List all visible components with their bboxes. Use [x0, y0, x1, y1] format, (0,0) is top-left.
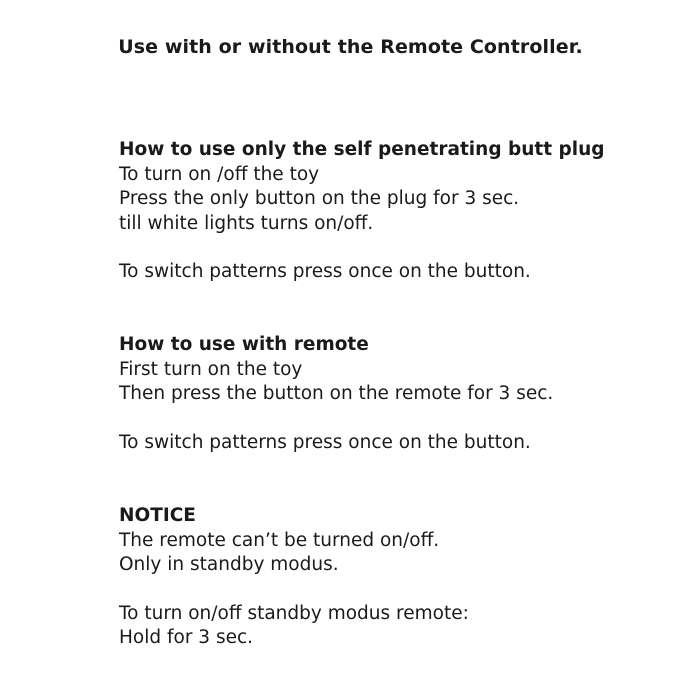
- plug-instruction-line: To switch patterns press once on the button.: [119, 261, 531, 282]
- remote-instruction-line: Then press the button on the remote for 3 sec.: [119, 383, 554, 404]
- notice-line: To turn on/off standby modus remote:: [119, 602, 469, 624]
- remote-instructions-heading: How to use with remote: [119, 334, 369, 355]
- spacer: [119, 407, 669, 431]
- plug-instructions-heading: How to use only the self penetrating butt plug: [119, 139, 605, 160]
- notice-line: Only in standby modus.: [119, 554, 339, 575]
- plug-instruction-line: Press the only button on the plug for 3 sec.: [119, 188, 520, 209]
- plug-instructions-section: [119, 138, 669, 285]
- plug-instruction-line: To turn on /off the toy: [119, 163, 320, 185]
- notice-heading: NOTICE: [119, 505, 196, 526]
- spacer: [119, 236, 669, 260]
- remote-instruction-line: To switch patterns press once on the button.: [119, 431, 531, 453]
- plug-instruction-line: till white lights turns on/off.: [119, 212, 374, 234]
- notice-section: [119, 504, 669, 651]
- remote-instruction-line: First turn on the toy: [119, 358, 303, 380]
- remote-instructions-section: [119, 333, 669, 455]
- notice-line: Hold for 3 sec.: [119, 627, 254, 648]
- notice-line: The remote can’t be turned on/off.: [119, 529, 440, 551]
- spacer: [119, 578, 669, 602]
- page-title: Use with or without the Remote Controller.: [118, 36, 583, 58]
